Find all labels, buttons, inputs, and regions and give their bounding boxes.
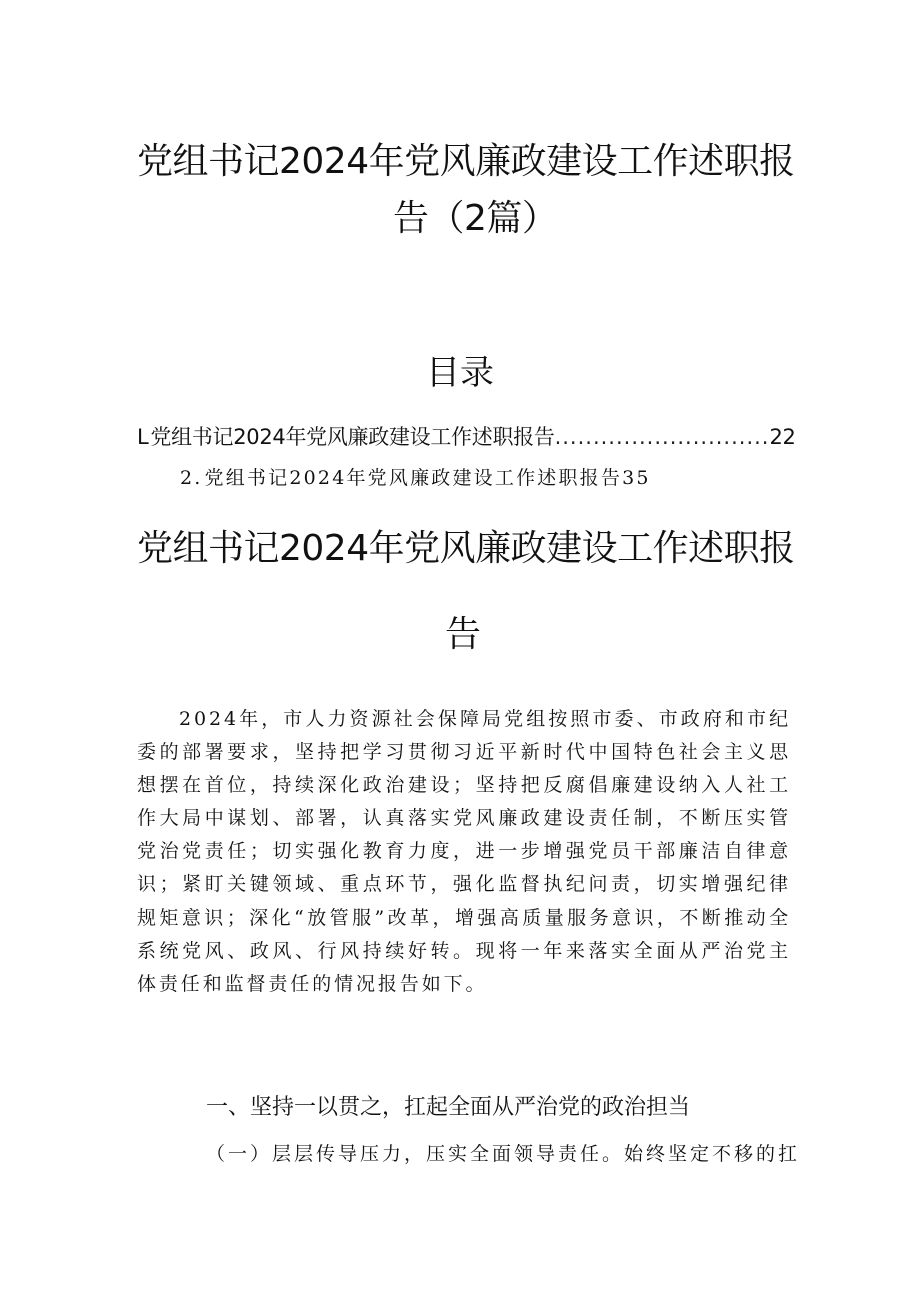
toc-item-page: 22 (769, 425, 796, 449)
toc-item-page: 35 (622, 467, 651, 489)
article-title-line1: 党组书记2024年党风廉政建设工作述职报 (137, 528, 795, 569)
toc-item-1[interactable] (137, 427, 796, 448)
toc-item-2[interactable] (180, 469, 651, 488)
article-intro-paragraph: 2024年，市人力资源社会保障局党组按照市委、市政府和市纪委的部署要求，坚持把学习贯彻习近平新时代中国特色社会主义思想摆在首位，持续深化政治建设；坚持把反腐倡廉建设纳入人社工作大局中谋划、部署，认真落实党风廉政建设责任制，不断压实管党治党责任；切实强化教育力度，进一步增强党员干部廉洁自律意识；紧盯关键领域、重点环节，强化监督执纪问责，切实增强纪律规矩意识；深化“放管服”改革，增强高质量服务意识，不断推动全系统党风、政风、行风持续好转。现将一年来落实全面从严治党主体责任和监督责任的情况报告如下。 (137, 708, 791, 995)
document-title-line2: 告（2篇） (393, 198, 558, 239)
section-1-paragraph: （一）层层传导压力，压实全面领导责任。始终坚定不移的扛 (206, 1143, 801, 1165)
toc-item-number: 2. (180, 467, 203, 489)
document-title-line1: 党组书记2024年党风廉政建设工作述职报 (137, 141, 795, 182)
toc-item-text: 党组书记2024年党风廉政建设工作述职报告 (150, 425, 555, 449)
toc-heading: 目录 (426, 353, 494, 393)
toc-item-number: L (137, 425, 149, 449)
toc-item-leader-dots: ............................ (554, 425, 770, 449)
toc-item-text: 党组书记2024年党风廉政建设工作述职报告 (204, 467, 623, 489)
article-title-line2: 告 (445, 614, 481, 655)
section-1-heading: 一、坚持一以贯之，扛起全面从严治党的政治担当 (206, 1095, 691, 1120)
